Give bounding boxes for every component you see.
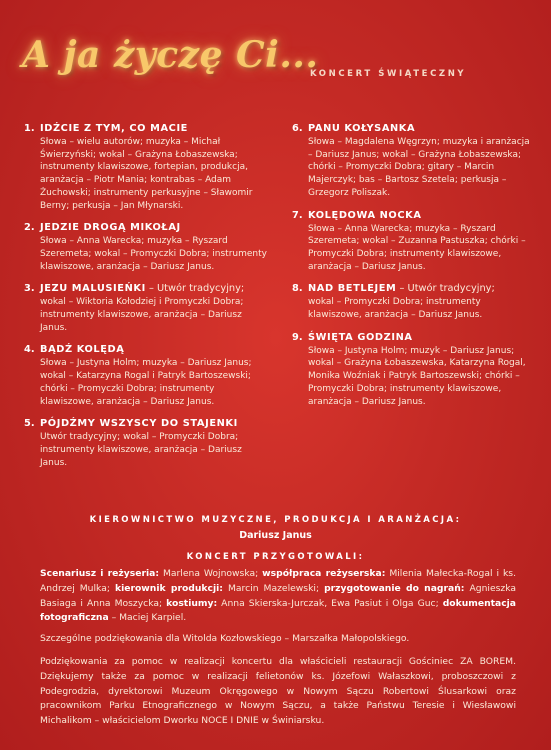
- song-item: [292, 209, 534, 274]
- song-item: [292, 122, 534, 200]
- credit-value: – Maciej Karpiel.: [108, 612, 187, 624]
- song-item: [292, 331, 534, 409]
- song-item: [24, 343, 269, 408]
- song-item: [24, 122, 269, 212]
- song-title: KOLĘDOWA NOCKA: [308, 209, 422, 221]
- song-number: 3.: [24, 283, 35, 295]
- direction-name: Dariusz Janus: [239, 530, 312, 541]
- credit-value: Anna Skierska-Jurczak, Ewa Pasiut i Olga Guc;: [217, 597, 443, 609]
- credit-value: Marcin Mazelewski;: [222, 582, 325, 594]
- song-item: [24, 282, 269, 334]
- song-number: 7.: [292, 209, 303, 221]
- general-thanks: Podziękowania za pomoc w realizacji koncertu dla właścicieli restauracji Gościniec ZA BOREM. Dziękujemy także za pomoc w realizacji felietonów ks. Józefowi Wałaszkowi, proboszczowi z Podegrodzia, dyrektorowi Muzeum Okręgowego w Nowym Sączu Robertowi Ślusarkowi oraz pracownikom Parku Etnograficznego w Nowym Sączu, a także Państwu Teresie i Wiesławowi Michalikom – właścicielom Dworku NOCE I DNIE w Świniarsku.: [40, 656, 516, 727]
- songs-left-column: [24, 122, 269, 478]
- song-number: 6.: [292, 123, 303, 134]
- song-credits: wokal – Wiktoria Kołodziej i Promyczki Dobra; instrumenty klawiszowe, aranżacja – Dariusz Janus.: [40, 297, 244, 333]
- song-number: 8.: [292, 283, 303, 295]
- song-title: PÓJDŹMY WSZYSCY DO STAJENKI: [40, 418, 238, 430]
- song-number: 5.: [24, 418, 35, 430]
- credit-label: dokumentacja fotograficzna: [40, 597, 516, 624]
- page-title: A ja życzę Ci...: [22, 34, 319, 76]
- song-number: 1.: [24, 123, 35, 134]
- song-title: NAD BETLEJEM: [308, 283, 397, 295]
- song-credits: Słowa – Magdalena Węgrzyn; muzyka i aranżacja – Dariusz Janus; wokal – Grażyna Łobaszewska; chórki – Promyczki Dobra; gitary – Marcin Majerczyk; bas – Bartosz Szetela; perkusja – Grzegorz Poliszak.: [308, 137, 530, 198]
- credit-label: kierownik produkcji:: [114, 582, 223, 594]
- song-number: 4.: [24, 344, 35, 356]
- song-credits: Utwór tradycyjny; wokal – Promyczki Dobra; instrumenty klawiszowe, aranżacja – Dariusz Janus.: [40, 432, 242, 468]
- song-title: BĄDŹ KOLĘDĄ: [40, 344, 125, 356]
- song-credits: Słowa – Justyna Holm; muzyka – Dariusz Janus; wokal – Katarzyna Rogal i Patryk Bartoszewski; chórki – Promyczki Dobra; instrumenty klawiszowe, aranżacja – Dariusz Janus.: [40, 358, 252, 407]
- song-title: ŚWIĘTA GODZINA: [308, 331, 413, 343]
- songs-right-column: [292, 122, 534, 417]
- song-credits: Słowa – Anna Warecka; muzyka – Ryszard Szeremeta; wokal – Promyczki Dobra; instrumenty klawiszowe, aranżacja – Dariusz Janus.: [40, 236, 267, 272]
- song-credits: Słowa – Anna Warecka; muzyka – Ryszard Szeremeta; wokal – Zuzanna Pastuszka; chórki – Promyczki Dobra; instrumenty klawiszowe, aranżacja – Dariusz Janus.: [308, 223, 526, 272]
- song-credits: wokal – Promyczki Dobra; instrumenty klawiszowe, aranżacja – Dariusz Janus.: [308, 297, 483, 321]
- song-title: IDŹCIE Z TYM, CO MACIE: [40, 123, 188, 134]
- special-thanks: Szczególne podziękowania dla Witolda Kozłowskiego – Marszałka Małopolskiego.: [40, 633, 410, 644]
- credit-value: Agnieszka Basiaga i Anna Moszycka;: [40, 582, 517, 609]
- song-item: [24, 221, 269, 273]
- direction-heading: KIEROWNICTWO MUZYCZNE, PRODUKCJA I ARANŻACJA:: [89, 515, 462, 525]
- credit-value: Marlena Wojnowska;: [159, 568, 263, 579]
- credit-value: Milenia Małecka-Rogal i ks. Andrzej Mulka;: [40, 568, 516, 594]
- song-extra: – Utwór tradycyjny;: [396, 283, 495, 295]
- credit-label: współpraca reżyserska:: [262, 568, 386, 579]
- credit-label: Scenariusz i reżyseria:: [40, 568, 160, 579]
- song-item: [292, 282, 534, 321]
- song-extra: – Utwór tradycyjny;: [145, 283, 245, 295]
- prepared-heading: KONCERT PRZYGOTOWALI:: [186, 552, 365, 562]
- song-title: JEDZIE DROGĄ MIKOŁAJ: [40, 222, 181, 234]
- song-title: JEZU MALUSIEŃKI: [40, 283, 146, 295]
- page-subtitle: KONCERT ŚWIĄTECZNY: [310, 69, 467, 79]
- song-credits: Słowa – Justyna Holm; muzyk – Dariusz Janus; wokal – Grażyna Łobaszewska, Katarzyna Rogal, Monika Woźniak i Patryk Bartoszewski; chórki – Promyczki Dobra; instrumenty klawiszowe, aranżacja – Dariusz Janus.: [308, 345, 526, 407]
- song-number: 9.: [292, 331, 303, 343]
- song-credits: Słowa – wielu autorów; muzyka – Michał Świerzyński; wokal – Grażyna Łobaszewska; instrumenty klawiszowe, fortepian, produkcja, aranżacja – Piotr Mania; kontrabas – Adam Żuchowski; instrumenty perkusyjne – Sławomir Berny; perkusja – Jan Młynarski.: [40, 137, 253, 211]
- song-title: PANU KOŁYSANKA: [308, 123, 416, 134]
- song-number: 2.: [24, 222, 35, 234]
- credits-paragraph: [40, 567, 516, 626]
- credit-label: przygotowanie do nagrań:: [324, 582, 465, 594]
- song-item: [24, 417, 269, 469]
- credit-label: kostiumy:: [166, 597, 218, 609]
